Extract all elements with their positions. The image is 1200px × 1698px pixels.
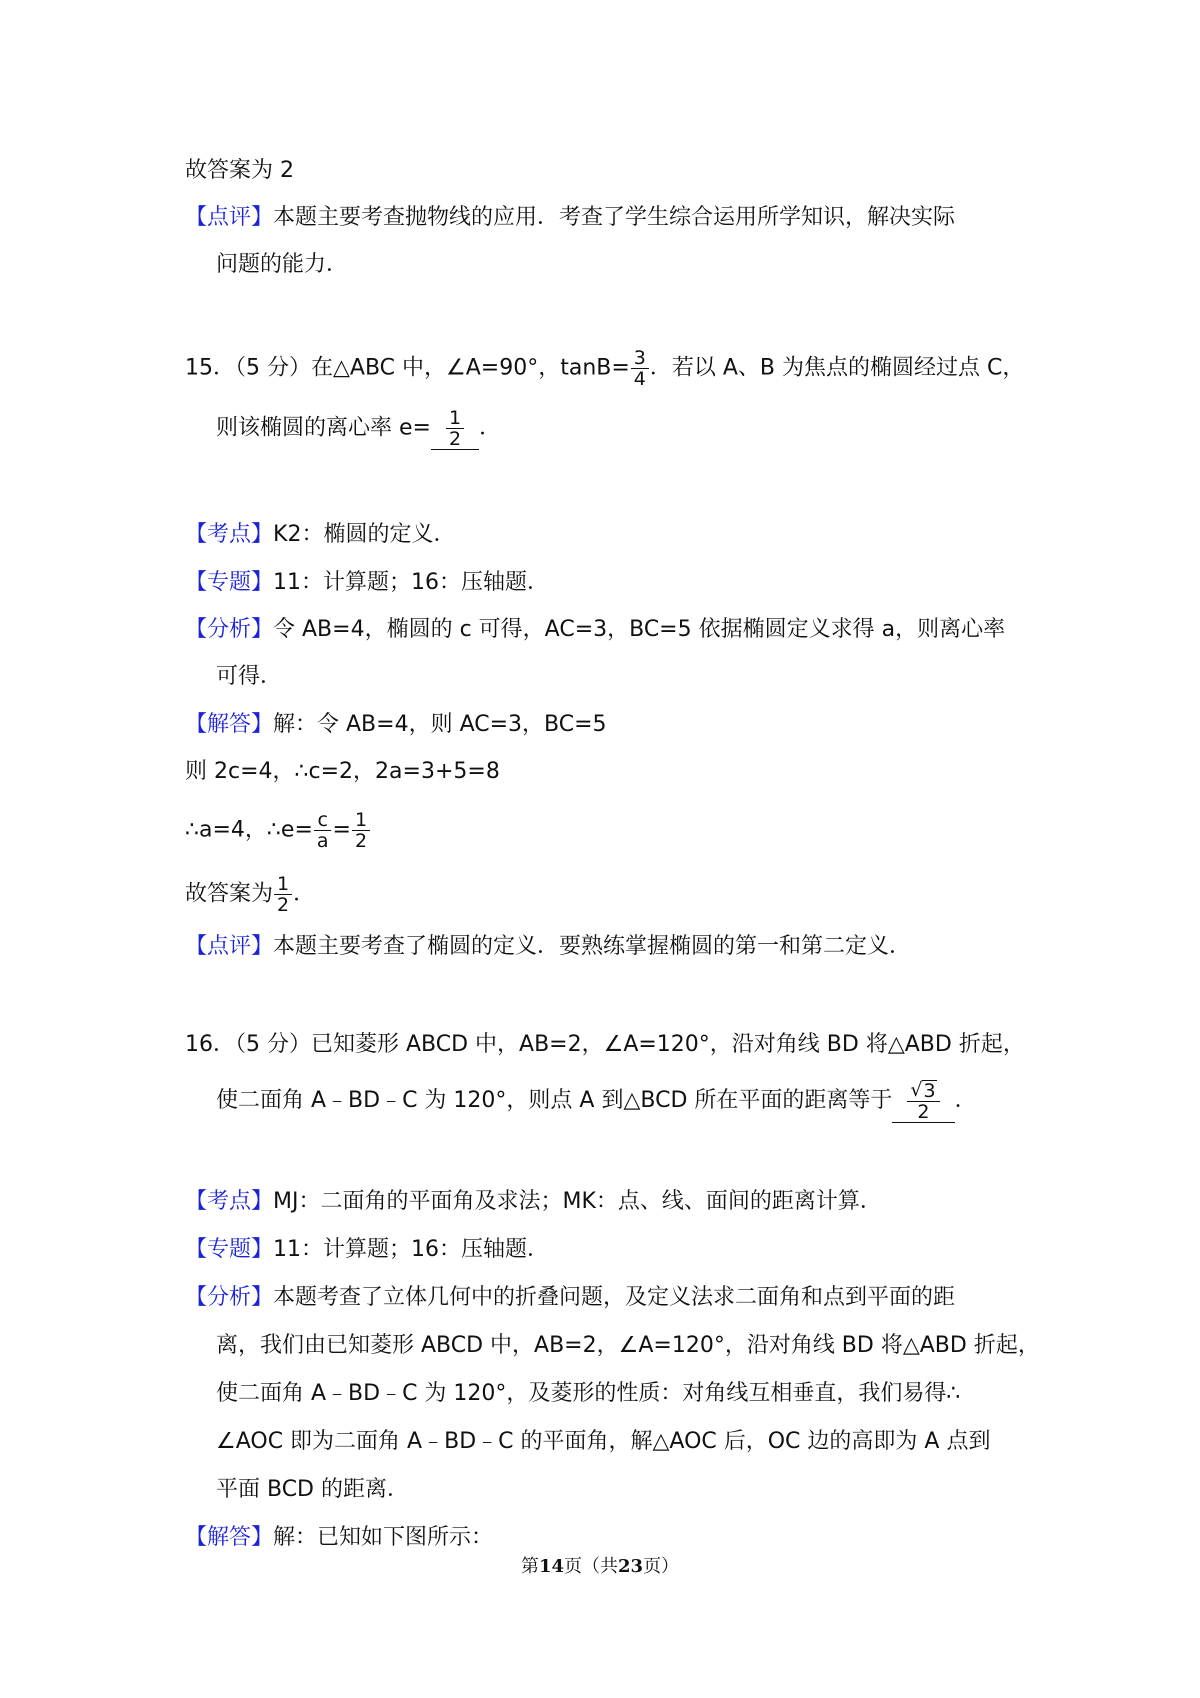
- page-footer: 第14页（共23页）: [520, 1556, 680, 1577]
- answer-line: 故答案为 2: [185, 158, 294, 183]
- q16-stem: 16．（5 分）已知菱形 ABCD 中，AB=2，∠A=120°，沿对角线 BD 将△ABD 折起，: [185, 1032, 1025, 1057]
- q15-zhuanti: 【专题】11：计算题；16：压轴题．: [185, 570, 550, 595]
- q15-jieda-3: ∴a=4，∴e= $\frac{c}{a}$ = $\frac{1}{2}$: [185, 810, 371, 851]
- comment-line: 【点评】本题主要考查抛物线的应用．考查了学生综合运用所学知识，解决实际: [185, 205, 956, 230]
- q16-stem-2: 使二面角 A﹣BD﹣C 为 120°，则点 A 到△BCD 所在平面的距离等于 √ 3 2 ．: [216, 1079, 977, 1123]
- q16-jieda: 【解答】解：已知如下图所示：: [185, 1525, 494, 1550]
- q15-fenxi-2: 可得．: [216, 664, 283, 689]
- comment-line-2: 问题的能力．: [216, 252, 349, 277]
- page-number: 14: [538, 1556, 564, 1577]
- q16-answer-blank: √ 3 2: [892, 1080, 954, 1123]
- q15-jieda-2: 则 2c=4，∴c=2，2a=3+5=8: [185, 759, 500, 784]
- q16-fenxi-2: 离，我们由已知菱形 ABCD 中，AB=2，∠A=120°，沿对角线 BD 将△ABD 折起，: [216, 1333, 1040, 1358]
- q15-kaodian: 【考点】K2：椭圆的定义．: [185, 522, 456, 547]
- q15-final: 故答案为 $\frac{1}{2}$ ．: [185, 873, 316, 916]
- q16-fenxi-5: 平面 BCD 的距离．: [216, 1477, 409, 1502]
- q16-zhuanti: 【专题】11：计算题；16：压轴题．: [185, 1237, 550, 1262]
- q15-stem-2: 则该椭圆的离心率 e= $\frac{1}{2}$ ．: [216, 407, 502, 450]
- q16-fenxi-3: 使二面角 A﹣BD﹣C 为 120°，及菱形的性质：对角线互相垂直，我们易得∴: [216, 1381, 961, 1406]
- q16-fenxi: 【分析】本题考查了立体几何中的折叠问题，及定义法求二面角和点到平面的距: [185, 1285, 956, 1310]
- q16-fenxi-4: ∠AOC 即为二面角 A﹣BD﹣C 的平面角，解△AOC 后，OC 边的高即为 A 点到: [216, 1429, 991, 1454]
- comment-tag: 【点评】: [185, 205, 274, 230]
- q15-answer-blank: $\frac{1}{2}$: [431, 408, 479, 450]
- tanb-fraction: $\frac{3}{4}$: [631, 348, 649, 389]
- q15-stem: 15．（5 分）在△ABC 中，∠A=90°，tanB= $\frac{3}{4}$ ．若以 A、B 为焦点的椭圆经过点 C，: [185, 347, 1025, 390]
- q15-jieda: 【解答】解：令 AB=4，则 AC=3，BC=5: [185, 712, 607, 737]
- q15-fenxi: 【分析】令 AB=4，椭圆的 c 可得，AC=3，BC=5 依据椭圆定义求得 a，则离心率: [185, 617, 1006, 642]
- q16-kaodian: 【考点】MJ：二面角的平面角及求法；MK：点、线、面间的距离计算．: [185, 1189, 882, 1214]
- page-total: 23: [618, 1556, 644, 1577]
- q15-dianping: 【点评】本题主要考查了椭圆的定义．要熟练掌握椭圆的第一和第二定义．: [185, 934, 912, 959]
